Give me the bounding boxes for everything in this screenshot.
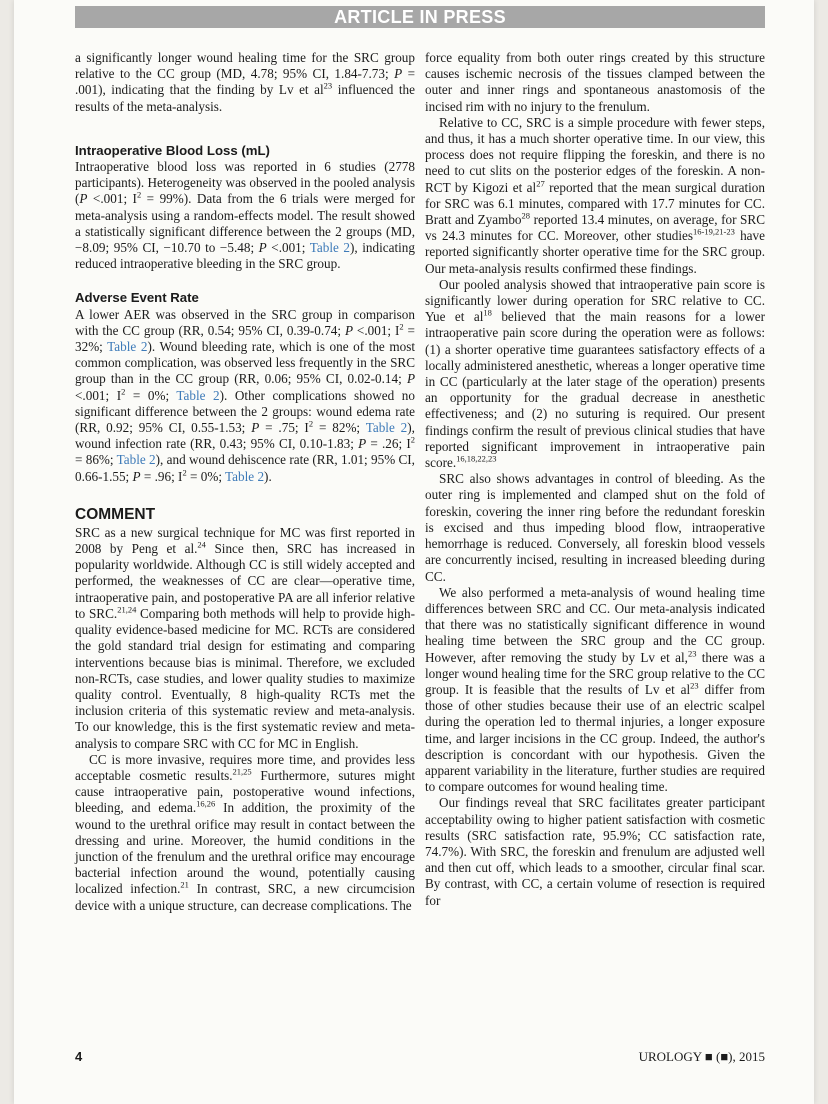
text-run[interactable]: there was a longer wound healing time for the SRC group relative to the CC group. It is feasible that the results of Lv et al <box>425 649 766 697</box>
text-run[interactable]: = 99%). Data from the 6 trials were merged for meta-analysis using a random-effects model. The result showed a statistically significant difference between the 2 groups (MD, −8.09; 95% CI, −10.70 to −5.48; <box>75 191 415 256</box>
text-run[interactable]: ), indicating reduced intraoperative bleeding in the SRC group. <box>75 240 415 272</box>
text-run[interactable]: Our findings reveal that SRC facilitates greater participant acceptability owing to higher patient satisfaction with cosmetic results (SRC satisfaction rate, 95.9%; CC satisfaction rate, 74.7%). With SRC, the foreskin and frenulum are adjusted well and then cut off, which leads to a smoother, circular final scar. By contrast, with CC, a certain volume of resection is required for <box>425 795 765 908</box>
reference-superscript: 18 <box>483 307 492 318</box>
reference-superscript: 2 <box>121 386 126 397</box>
text-run[interactable]: have reported significantly shorter operative time for the SRC group. Our meta-analysis results confirmed these findings. <box>425 228 765 276</box>
text-run[interactable]: ). Wound bleeding rate, which is one of the most common complication, was observed less frequently in the SRC group than in the CC group (RR, 0.06; 95% CI, 0.02-0.14; <box>75 339 415 387</box>
italic-symbol: P <box>79 191 88 207</box>
reference-superscript: 2 <box>399 321 404 332</box>
italic-symbol: P <box>344 322 354 338</box>
text-run[interactable]: = 0%; <box>125 387 177 403</box>
left-column <box>75 50 415 914</box>
page <box>14 0 814 1104</box>
paragraph-adverse-event <box>75 307 415 485</box>
paragraph-r6 <box>425 795 765 908</box>
right-column <box>425 50 765 909</box>
text-run[interactable]: = 0%; <box>186 468 226 484</box>
table-link[interactable]: Table 2 <box>116 452 156 468</box>
reference-superscript: 2 <box>182 467 187 478</box>
paragraph-r1 <box>425 50 765 115</box>
text-run[interactable]: = .26; I <box>366 436 411 452</box>
text-run[interactable]: ), wound infection rate (RR, 0.43; 95% CI, 0.10-1.83; <box>75 420 415 452</box>
text-run[interactable]: reported that the mean surgical duration for SRC was 6.1 minutes, compared with 17.7 minutes for CC. Bratt and Zyambo <box>425 179 765 228</box>
text-run[interactable]: believed that the main reasons for a lower intraoperative pain score during the operation were as follows: (1) a shorter operative time guarantees satisfactory effects of a locally administered anesthetic, whereas a longer operative time in CC (particularly at the later stage of the operation) presents an opportunity for the gradual decrease in anesthetic effectiveness; and (2) no suturing is required. Our present findings confirm the result of previous clinical studies that have reported significant improvement in intraoperative pain score. <box>425 309 765 471</box>
table-link[interactable]: Table 2 <box>225 468 265 484</box>
paragraph-r4 <box>425 471 765 584</box>
text-run[interactable]: Relative to CC, SRC is a simple procedure with fewer steps, and thus, it has a much shorter operative time. In our view, this process does not require flipping the foreskin, and there is no need to cut slits on the posterior edges of the foreskin. A non-RCT by Kigozi et al <box>425 114 765 195</box>
italic-symbol: P <box>251 420 260 436</box>
text-run[interactable]: = 32%; <box>75 322 415 355</box>
journal-citation: UROLOGY ■ (■), 2015 <box>638 1049 765 1064</box>
paragraph-comment-1 <box>75 525 415 752</box>
reference-superscript: 16,18,22,23 <box>456 453 497 464</box>
text-run[interactable]: ). <box>264 468 272 484</box>
text-run[interactable]: Our pooled analysis showed that intraoperative pain score is significantly lower during operation for SRC relative to CC. Yue et al <box>425 276 765 325</box>
italic-symbol: P <box>132 468 141 484</box>
text-run[interactable]: In contrast, SRC, a new circumcision device with a unique structure, can decrease complications. The <box>75 881 415 913</box>
text-run[interactable]: ). Other complications showed no significant difference between the 2 groups: wound edema rate (RR, 0.92; 95% CI, 0.55-1.53; <box>75 387 415 436</box>
text-run[interactable]: ), and wound dehiscence rate (RR, 1.01; 95% CI, 0.66-1.55; <box>75 452 415 484</box>
text-run[interactable]: We also performed a meta-analysis of wound healing time differences between SRC and CC. Our meta-analysis indicated that there was no statistically significant difference in wound healing time between the SRC group and the CC group. However, after removing the study by Lv et al, <box>425 584 765 665</box>
italic-symbol: P <box>358 436 367 452</box>
reference-superscript: 2 <box>410 434 415 445</box>
reference-superscript: 21,25 <box>232 766 252 777</box>
table-link[interactable]: Table 2 <box>309 240 351 256</box>
text-run[interactable]: Comparing both methods will help to provide high-quality evidence-based medicine for MC. RCTs are considered the gold standard trial design for estimating and comparing interventions because bias is minimal. Therefore, we excluded non-RCTs, case studies, and lower quality studies to maximize quality control. Eventually, 8 high-quality RCTs met the inclusion criteria of this systematic review and meta-analysis. To our knowledge, this is the first systematic review and meta-analysis to compare SRC with CC for MC in English. <box>75 605 415 751</box>
text-run[interactable]: SRC as a new surgical technique for MC was first reported in 2008 by Peng et al. <box>75 524 415 557</box>
text-run[interactable]: reported 13.4 minutes, on average, for SRC vs 24.3 minutes for CC. Moreover, other studies <box>425 212 765 244</box>
text-run[interactable]: CC is more invasive, requires more time, and provides less acceptable cosmetic results. <box>75 751 415 783</box>
text-run[interactable]: <.001; I <box>75 387 122 403</box>
text-run[interactable]: Intraoperative blood loss was reported in 6 studies (2778 participants). Heterogeneity was observed in the pooled analysis ( <box>75 159 415 207</box>
text-run[interactable]: = .75; I <box>259 420 309 436</box>
reference-superscript: 2 <box>136 190 142 201</box>
italic-symbol: P <box>406 371 415 387</box>
heading-adverse-event: Adverse Event Rate <box>75 290 199 306</box>
reference-superscript: 27 <box>536 178 545 189</box>
text-run[interactable]: <.001; <box>266 240 310 256</box>
text-run[interactable]: = 86%; <box>75 452 117 468</box>
text-run[interactable]: influenced the results of the meta-analysis. <box>75 82 415 114</box>
text-run[interactable]: In addition, the proximity of the wound to the urethral orifice may result in contact between the dressing and urine. Moreover, the humid conditions in the junction of the frenulum and the urethral orifice may encourage bacterial infection around the wound, potentially causing localized infection. <box>75 800 415 897</box>
italic-symbol: P <box>394 66 403 82</box>
reference-superscript: 28 <box>521 210 531 221</box>
reference-superscript: 24 <box>197 539 206 550</box>
text-run[interactable]: Furthermore, sutures might cause intraoperative pain, postoperative wound infections, bleeding, and edema. <box>75 767 415 816</box>
text-run[interactable]: A lower AER was observed in the SRC group in comparison with the CC group (RR, 0.54; 95% CI, 0.39-0.74; <box>75 306 415 338</box>
text-run[interactable]: = .96; I <box>140 468 183 484</box>
heading-comment: COMMENT <box>75 505 156 523</box>
page-number: 4 <box>75 1049 83 1064</box>
reference-superscript: 21 <box>180 879 189 890</box>
text-run[interactable]: SRC also shows advantages in control of bleeding. As the outer ring is implemented and clamped shut on the fold of foreskin, covering the inner ring before the redundant foreskin is excised and thus impeding blood flow, intraoperative hemorrhage is reduced. Conversely, all foreskin blood vessels are concurrently incised, resulting in increased bleeding during CC. <box>425 471 765 584</box>
paragraph-r3 <box>425 277 765 471</box>
reference-superscript: 23 <box>690 680 699 691</box>
paragraph-r2 <box>425 115 765 277</box>
paragraph-intro <box>75 50 415 115</box>
reference-superscript: 23 <box>323 81 333 92</box>
italic-symbol: P <box>258 240 267 256</box>
article-in-press-banner: ARTICLE IN PRESS <box>75 6 765 28</box>
text-run[interactable]: Since then, SRC has increased in popularity worldwide. Although CC is still widely accepted and performed, the weaknesses of CC are clear—operative time, intraoperative pain, and postoperative PA are all inferior relative to SRC. <box>75 541 415 621</box>
reference-superscript: 23 <box>687 648 697 659</box>
text-run[interactable]: <.001; I <box>353 322 400 338</box>
text-run[interactable]: differ from those of other studies because their use of an electric scalpel during the operation led to thermal injuries, a longer exposure time, and larger incisions in the CC group. Indeed, the author's description is concordant with our hypothesis. Given the apparent variability in the literature, further studies are required to compare outcomes for wound healing time. <box>425 681 766 795</box>
reference-superscript: 21,24 <box>117 604 137 615</box>
reference-superscript: 2 <box>308 418 314 429</box>
text-run[interactable]: = 82%; <box>313 420 366 436</box>
text-run[interactable]: = .001), indicating that the finding by Lv et al <box>75 66 416 98</box>
table-link[interactable]: Table 2 <box>107 339 148 355</box>
text-run[interactable]: a significantly longer wound healing time for the SRC group relative to the CC group (MD, 4.78; 95% CI, 1.84-7.73; <box>75 50 415 82</box>
reference-superscript: 16,26 <box>196 798 216 809</box>
table-link[interactable]: Table 2 <box>365 420 408 436</box>
paragraph-blood-loss <box>75 159 415 272</box>
paragraph-comment-2 <box>75 752 415 914</box>
text-run[interactable]: <.001; I <box>87 191 137 207</box>
table-link[interactable]: Table 2 <box>176 387 220 403</box>
text-run[interactable]: force equality from both outer rings created by this structure causes ischemic necrosis of the tissues clamped between the outer and inner rings and spontaneous anastomosis of the incised rim with no injury to the frenulum. <box>425 50 765 114</box>
heading-blood-loss: Intraoperative Blood Loss (mL) <box>75 142 270 158</box>
paragraph-r5 <box>425 585 765 796</box>
reference-superscript: 16-19,21-23 <box>693 226 735 237</box>
